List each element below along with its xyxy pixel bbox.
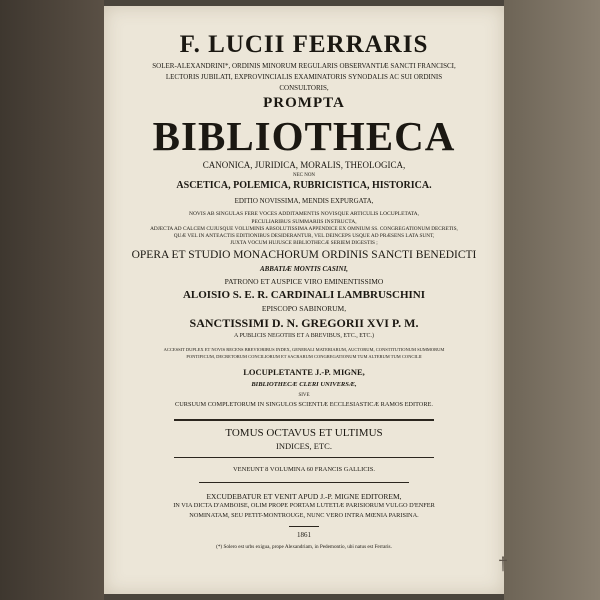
- year-rule: [289, 526, 319, 527]
- volume-rule-bottom: [174, 457, 434, 458]
- edition-line: EDITIO NOVISSIMA, MENDIS EXPURGATA,: [234, 197, 374, 205]
- abbey-line: ABBATIÆ MONTIS CASINI,: [259, 265, 349, 273]
- index-note-2: PONTIFICUM, DECRETORUM CONCILIORUM ET SACRARUM CONGREGATIONUM TUM ALTERUM TUM CONCILII: [186, 354, 422, 359]
- footnote: (*) Solero est urbs exigua, prope Alexandriam, in Pedemontio, ubi natus est Ferraris.: [216, 544, 392, 550]
- publication-year: 1861: [297, 531, 311, 539]
- cardinal-line: ALOISIO S. E. R. CARDINALI LAMBRUSCHINI: [182, 289, 426, 301]
- subjects-line-2: ASCETICA, POLEMICA, RUBRICISTICA, HISTORICA.: [176, 180, 432, 191]
- additions-line-3: ADJECTA AD CALCEM CUJUSQUE VOLUMINIS ABSOLUTISSIMA APPENDICE EX OMNIUM SS. CONGREGATIONUM DECRETIS,: [150, 226, 458, 232]
- price-line: VENEUNT 8 VOLUMINA 60 FRANCIS GALLICIS.: [232, 466, 376, 473]
- opera-line: OPERA ET STUDIO MONACHORUM ORDINIS SANCTI BENEDICTI: [131, 249, 477, 261]
- volume-title: TOMUS OCTAVUS ET ULTIMUS: [225, 427, 383, 439]
- pencil-mark: †: [498, 554, 509, 574]
- volume-rule-top: [174, 419, 434, 421]
- volume-subtitle: INDICES, ETC.: [276, 441, 332, 451]
- additions-line-2: PECULIARIBUS SUMMARIIS INSTRUCTA,: [251, 219, 357, 225]
- subtitle-prompta: PROMPTA: [263, 95, 345, 111]
- book-spine-edge: [0, 0, 104, 600]
- subjects-line-1: CANONICA, JURIDICA, MORALIS, THEOLOGICA,: [202, 160, 406, 170]
- patron-line: PATRONO ET AUSPICE VIRO EMINENTISSIMO: [224, 277, 384, 286]
- title-page: [104, 6, 509, 594]
- author-credentials-3: CONSULTORIS,: [279, 84, 329, 92]
- additions-line-1: NOVIS AB SINGULAS FERE VOCES ADDITAMENTIS NOVISQUE ARTICULIS LOCUPLETATA,: [188, 211, 420, 217]
- bishop-line: EPISCOPO SABINORUM,: [261, 304, 347, 313]
- book-cover-edge: [504, 0, 600, 600]
- index-note-1: ACCESSIT DUPLEX ET NOVIS RECENS BREVIORIBUS INDEX, GENERALI MATERIARUM, AUCTORUM, CONSTITUTIONUM SUMMORUM: [163, 347, 445, 352]
- imprint-line-3: NOMINATAM, SEU PETIT-MONTROUGE, NUNC VERO INTRA MŒNIA PARISINA.: [189, 512, 419, 519]
- author-credentials-2: LECTORIS JUBILATI, EXPROVINCIALIS EXAMINATORIS SYNODALIS AC SUI ORDINIS: [165, 73, 443, 81]
- imprint-rule: [199, 482, 409, 483]
- nec-non: NEC NON: [292, 173, 316, 178]
- secretary-line: A PUBLICIS NEGOTIIS ET A BREVIBUS, ETC., ETC.): [233, 333, 375, 339]
- migne-line: LOCUPLETANTE J.-P. MIGNE,: [243, 367, 365, 377]
- additions-line-4: QUÆ VEL IN ANTEACTIS EDITIONIBUS DESIDERANTUR, VEL DEINCEPS USQUE AD PRÆSENS LATA SUNT,: [173, 233, 435, 239]
- imprint-line-1: EXCUDEBATUR ET VENIT APUD J.-P. MIGNE EDITOREM,: [206, 492, 402, 501]
- imprint-line-2: IN VIA DICTA D'AMBOISE, OLIM PROPE PORTAM LUTETIÆ PARISIORUM VULGO D'ENFER: [173, 502, 435, 509]
- pope-line: SANCTISSIMI D. N. GREGORII XVI P. M.: [189, 316, 419, 330]
- sive-line: SIVE: [298, 393, 310, 398]
- bibliotheca-cleri-line: BIBLIOTHECÆ CLERI UNIVERSÆ,: [251, 381, 357, 388]
- author-credentials-1: SOLER-ALEXANDRINI*, ORDINIS MINORUM REGULARIS OBSERVANTIÆ SANCTI FRANCISCI,: [152, 62, 456, 70]
- main-title: BIBLIOTHECA: [152, 113, 456, 159]
- author-name: F. LUCII FERRARIS: [179, 31, 429, 58]
- additions-line-5: JUXTA VOCUM HUJUSCE BIBLIOTHECÆ SERIEM DIGESTIS ;: [230, 240, 378, 246]
- cursuum-line: CURSUUM COMPLETORUM IN SINGULOS SCIENTIÆ ECCLESIASTICÆ RAMOS EDITORE.: [175, 401, 433, 408]
